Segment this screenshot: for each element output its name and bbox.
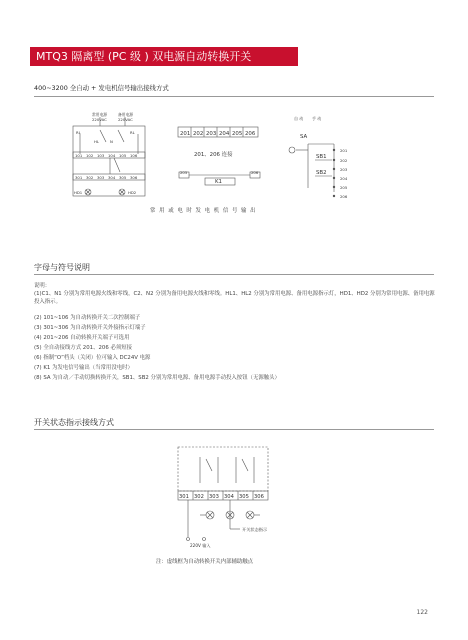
symbols-item: (6) 指制“O”档头（关闭）位可输入 DC24V 电源 <box>34 355 151 361</box>
indicator-term: 302 <box>194 494 204 500</box>
indicator-diagram <box>156 445 330 577</box>
k-right-term: 206 <box>251 170 259 175</box>
mid-term: 206 <box>245 131 256 137</box>
row2-term: 305 <box>119 175 127 180</box>
indicator-term: 303 <box>209 494 219 500</box>
symbols-intro: 说明： <box>34 283 51 289</box>
mid-note: 201、206 连接 <box>194 152 233 158</box>
right-term: 205 <box>340 185 348 190</box>
row1-term: 106 <box>130 153 138 158</box>
indicator-term: 306 <box>254 494 264 500</box>
wiring-diagram <box>70 112 370 232</box>
input-label: 220V 输入 <box>190 543 211 548</box>
row1-term: 103 <box>97 153 105 158</box>
divider <box>34 96 434 97</box>
page-title-banner <box>30 47 298 66</box>
sa-auto-label: 自 动 <box>294 116 304 121</box>
indicator-note: 注：虚线框为自动转换开关内部辅助触点 <box>156 559 254 565</box>
right-term: 203 <box>340 167 348 172</box>
symbols-item: (2) 101~106 为自动转换开关二次控制端子 <box>34 315 141 321</box>
divider <box>34 274 434 275</box>
contact-h-label: HL <box>94 139 99 144</box>
row2-term: 302 <box>86 175 94 180</box>
indicator-left-label: HD1 <box>74 190 83 195</box>
relay-right-label: RL <box>130 130 135 135</box>
k1-label: K1 <box>215 179 222 185</box>
divider <box>34 429 434 430</box>
row1-term: 104 <box>108 153 116 158</box>
indicator-term: 304 <box>224 494 234 500</box>
row2-term: 301 <box>75 175 83 180</box>
indicator-right-label: HD2 <box>128 190 137 195</box>
voltage-right-label: 220VAC <box>118 117 133 122</box>
row2-term: 304 <box>108 175 116 180</box>
voltage-left-label: 220VAC <box>92 117 107 122</box>
row1-term: 105 <box>119 153 127 158</box>
mid-term: 205 <box>232 131 243 137</box>
symbols-item: (5) 全自动接线方式 201、206 必须短接 <box>34 345 133 351</box>
right-term: 201 <box>340 148 348 153</box>
symbols-item: (7) K1 为发电信号输出（当常用没电时） <box>34 365 133 371</box>
symbols-item: (4) 201~206 自动转换开关端子可选用 <box>34 335 130 341</box>
symbols-item: (8) SA 为自动／手动切换转换开关，SB1、SB2 分别为常用电源、备用电源手动投入按钮（无源触头） <box>34 375 280 381</box>
contact-n-label: N <box>110 139 113 144</box>
row1-term: 102 <box>86 153 94 158</box>
wiring-subtitle: 400~3200 全自动 + 发电机信号输出接线方式 <box>34 84 169 92</box>
mid-term: 201 <box>180 131 191 137</box>
sa-manual-label: 手 动 <box>312 116 322 121</box>
indicator-title: 开关状态指示接线方式 <box>34 418 114 427</box>
wiring-caption: 常 用 或 电 时 发 电 机 信 号 输 出 <box>150 208 257 214</box>
relay-left-label: RL <box>76 130 81 135</box>
source-right-label: 备用电源 <box>118 112 134 117</box>
row1-term: 101 <box>75 153 83 158</box>
page-title: MTQ3 隔离型 (PC 级 ) 双电源自动转换开关 <box>36 50 252 63</box>
mid-term: 204 <box>219 131 230 137</box>
status-label: 开关状态指示 <box>242 527 268 532</box>
page-number: 122 <box>416 609 428 616</box>
mid-term: 202 <box>193 131 204 137</box>
sb2-label: SB2 <box>316 170 327 176</box>
indicator-term: 305 <box>239 494 249 500</box>
sb1-label: SB1 <box>316 154 327 160</box>
right-term: 202 <box>340 158 348 163</box>
sa-label: SA <box>300 134 308 140</box>
right-term: 204 <box>340 176 348 181</box>
symbols-item: (1)C1、N1 分别为常用电源火线和零线，C2、N2 分别为备用电源火线和零线。HL1、HL2 分别为常用电源、备用电源指示灯，HD1、HD2 分别为常用电源、备用电源投入指示。 <box>34 291 435 305</box>
k-left-term: 205 <box>180 170 188 175</box>
mid-term: 203 <box>206 131 217 137</box>
indicator-term: 301 <box>179 494 189 500</box>
symbols-item: (3) 301~306 为自动转换开关外接指示灯端子 <box>34 325 146 331</box>
row2-term: 303 <box>97 175 105 180</box>
source-left-label: 常用电源 <box>92 112 108 117</box>
symbols-title: 字母与符号说明 <box>34 263 90 272</box>
right-term: 206 <box>340 194 348 199</box>
row2-term: 306 <box>130 175 138 180</box>
